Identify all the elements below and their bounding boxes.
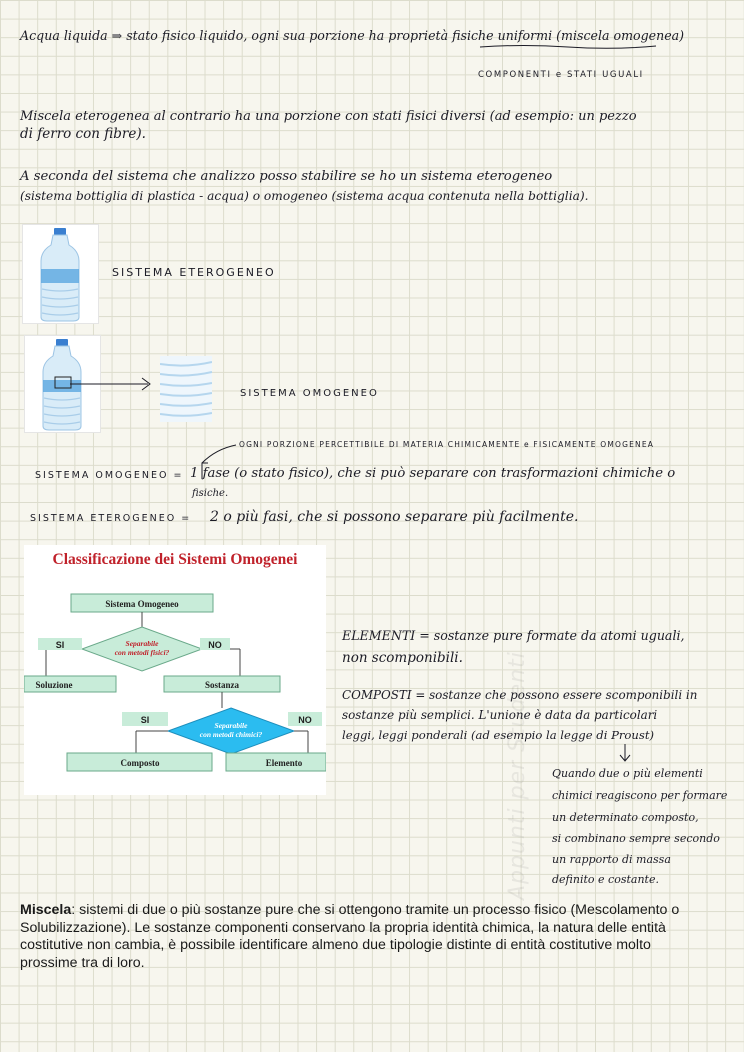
node-root-label: Sistema Omogeneo bbox=[105, 599, 179, 609]
elementi-line-2: non scomponibili. bbox=[342, 650, 463, 666]
classification-diagram bbox=[24, 545, 326, 795]
note-line-2a: Miscela eterogenea al contrario ha una porzione con stati fisici diversi (ad esempio: un pezzo bbox=[20, 109, 637, 124]
zoom-arrow bbox=[70, 374, 156, 394]
tag-si-2-label: SI bbox=[140, 715, 150, 725]
water-zoom-photo bbox=[160, 356, 212, 422]
miscela-paragraph bbox=[20, 902, 710, 972]
node-elemento-label: Elemento bbox=[265, 758, 303, 768]
proust-line-3: un determinato composto, bbox=[552, 811, 699, 824]
node-soluzione-label: Soluzione bbox=[35, 680, 73, 690]
watermark: Appunti per Studenti bbox=[505, 651, 530, 900]
decision-chimici-line1: Separabile bbox=[214, 721, 248, 730]
decision-chimici-line2: con metodi chimici? bbox=[199, 730, 263, 739]
note-line-1-sub: COMPONENTI e STATI UGUALI bbox=[478, 70, 644, 80]
label-sistema-eterogeneo: SISTEMA ETEROGENEO bbox=[112, 266, 276, 279]
proust-line-5: un rapporto di massa bbox=[552, 853, 671, 866]
decision-fisici-line2: con metodi fisici? bbox=[114, 648, 170, 657]
def-eterogeneo-label: SISTEMA ETEROGENEO = bbox=[30, 513, 192, 524]
note-line-3a: A seconda del sistema che analizzo posso stabilire se ho un sistema eterogeneo bbox=[20, 169, 553, 184]
underline-proprieta bbox=[478, 43, 658, 51]
proust-line-2: chimici reagiscono per formare bbox=[552, 789, 728, 802]
proust-line-6: definito e costante. bbox=[552, 873, 659, 886]
proust-line-4: si combinano sempre secondo bbox=[552, 832, 720, 845]
def-eterogeneo-text: 2 o più fasi, che si possono separare più facilmente. bbox=[210, 509, 579, 525]
label-sistema-omogeneo: SISTEMA OMOGENEO bbox=[240, 388, 379, 399]
bottle-photo-1 bbox=[22, 224, 99, 324]
def-omogeneo-fisiche: fisiche. bbox=[192, 488, 229, 499]
proust-arrow bbox=[610, 744, 640, 764]
composti-line-3: leggi, leggi ponderali (ad esempio la legge di Proust) bbox=[342, 728, 655, 742]
miscela-term: Miscela bbox=[20, 902, 72, 918]
diagram-title: Classificazione dei Sistemi Omogenei bbox=[52, 551, 298, 568]
note-line-1: Acqua liquida ⇒ stato fisico liquido, ogni sua porzione ha proprietà fisiche uniformi (miscela omogenea) bbox=[20, 28, 685, 43]
elementi-line-1: ELEMENTI = sostanze pure formate da atomi uguali, bbox=[342, 628, 685, 643]
composti-line-1: COMPOSTI = sostanze che possono essere scomponibili in bbox=[342, 688, 698, 702]
composti-line-2: sostanze più semplici. L'unione è data da particolari bbox=[342, 708, 658, 722]
tag-si-1-label: SI bbox=[55, 640, 65, 650]
phase-note: OGNI PORZIONE PERCETTIBILE DI MATERIA CHIMICAMENTE e FISICAMENTE OMOGENEA bbox=[239, 440, 655, 449]
tag-no-1-label: NO bbox=[208, 640, 222, 650]
node-composto-label: Composto bbox=[120, 758, 160, 768]
decision-fisici-line1: Separabile bbox=[125, 639, 159, 648]
def-omogeneo-label: SISTEMA OMOGENEO = bbox=[35, 470, 184, 481]
node-sostanza-label: Sostanza bbox=[204, 680, 240, 690]
proust-line-1: Quando due o più elementi bbox=[552, 767, 703, 780]
note-line-2b: di ferro con fibre). bbox=[20, 126, 146, 142]
tag-no-2-label: NO bbox=[298, 715, 312, 725]
miscela-text: : sistemi di due o più sostanze pure che si ottengono tramite un processo fisico (Mescolamento o Solubilizzazione). Le sostanze componenti conservano la propria identità chimica, la natura delle entità costitutive non cambia, è possibile identificare almeno due tipologie distinte di entità costitutive molto prossime tra di loro. bbox=[20, 902, 680, 971]
def-omogeneo-text: 1 fase (o stato fisico), che si può separare con trasformazioni chimiche o bbox=[190, 466, 676, 481]
note-line-3b: (sistema bottiglia di plastica - acqua) o omogeneo (sistema acqua contenuta nella bottiglia). bbox=[20, 189, 589, 203]
